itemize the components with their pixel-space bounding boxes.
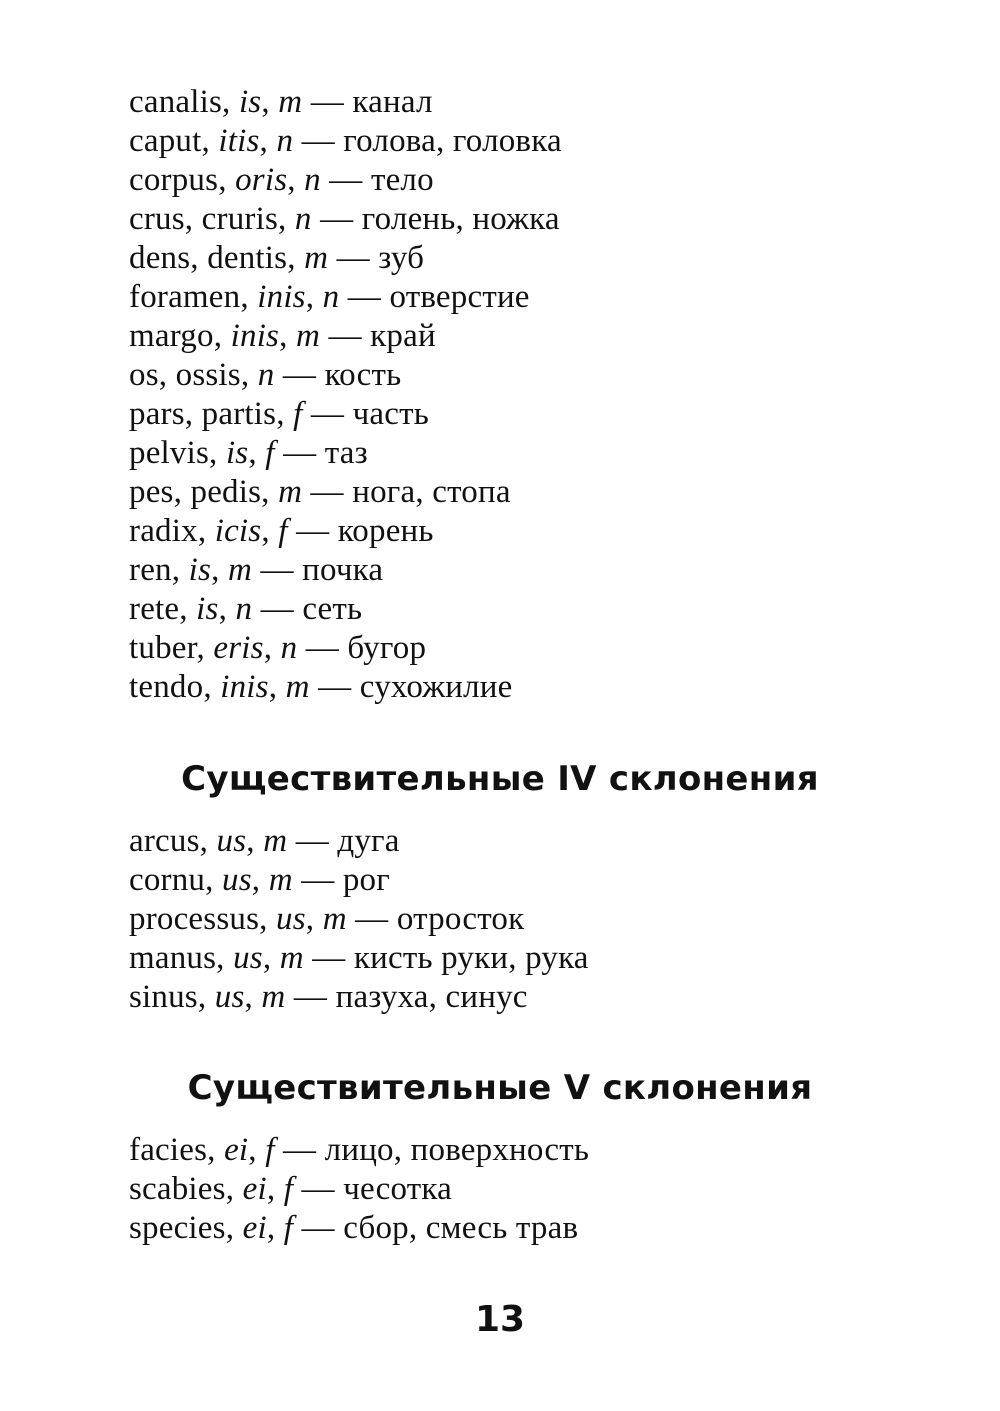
genitive-ending: ei [242,1171,267,1207]
latin-word: ren [129,552,172,588]
russian-translation: край [370,318,436,354]
russian-translation: голень, ножка [361,201,560,237]
genitive-ending: icis [214,513,262,549]
latin-word: os, ossis [129,357,241,393]
russian-translation: сухожилие [359,669,513,705]
vocabulary-entry: sinus, us, m — пазуха, синус [129,979,528,1015]
genitive-ending: us [216,823,247,859]
vocabulary-entry: facies, ei, f — лицо, поверхность [129,1132,590,1168]
genitive-ending: is [225,435,249,471]
vocabulary-list-declension-iii [129,83,562,707]
gender-marker: f [265,435,275,471]
vocabulary-entry: dens, dentis, m — зуб [129,240,425,276]
gender-marker: f [278,513,288,549]
vocabulary-entry: canalis, is, m — канал [129,84,433,120]
genitive-ending: us [233,940,263,976]
russian-translation: канал [352,84,433,120]
gender-marker: m [322,901,347,937]
latin-word: manus [129,940,217,976]
section-heading-declension-iv: Существительные IV склонения [181,759,819,799]
russian-translation: часть [352,396,429,432]
gender-marker: n [276,123,294,159]
vocabulary-entry: pes, pedis, m — нога, стопа [129,474,511,510]
genitive-ending: eris [213,630,264,666]
latin-word: dens, dentis [129,240,288,276]
gender-marker: m [279,940,304,976]
vocabulary-entry: pelvis, is, f — таз [129,435,368,471]
russian-translation: сеть [302,591,363,627]
latin-word: sinus [129,979,198,1015]
gender-marker: f [293,396,303,432]
russian-translation: кисть руки, рука [353,940,589,976]
russian-translation: зуб [378,240,425,276]
latin-word: pelvis [129,435,210,471]
vocabulary-entry: tuber, eris, n — бугор [129,630,427,666]
gender-marker: m [278,84,303,120]
vocabulary-entry: caput, itis, n — голова, головка [129,123,562,159]
latin-word: crus, cruris [129,201,279,237]
gender-marker: n [322,279,340,315]
genitive-ending: oris [235,162,288,198]
genitive-ending: inis [257,279,306,315]
gender-marker: m [296,318,321,354]
latin-word: facies [129,1132,208,1168]
genitive-ending: is [238,84,262,120]
latin-word: pes, pedis [129,474,262,510]
gender-marker: n [294,201,312,237]
gender-marker: m [261,979,286,1015]
genitive-ending: us [222,862,252,898]
genitive-ending: ei [242,1210,267,1246]
vocabulary-entry: os, ossis, n — кость [129,357,402,393]
latin-word: corpus [129,162,219,198]
latin-word: scabies [129,1171,226,1207]
russian-translation: нога, стопа [352,474,511,510]
gender-marker: m [304,240,329,276]
vocabulary-entry: radix, icis, f — корень [129,513,434,549]
latin-word: rete [129,591,180,627]
vocabulary-entry: pars, partis, f — часть [129,396,429,432]
genitive-ending: us [276,901,306,937]
vocabulary-entry: processus, us, m — отросток [129,901,525,937]
russian-translation: сбор, смесь трав [343,1210,579,1246]
vocabulary-list-declension-v [129,1131,589,1248]
gender-marker: n [257,357,275,393]
genitive-ending: inis [220,669,269,705]
gender-marker: n [304,162,321,198]
vocabulary-entry: corpus, oris, n — тело [129,162,434,198]
gender-marker: m [227,552,253,588]
russian-translation: корень [337,513,434,549]
gender-marker: m [263,823,288,859]
genitive-ending: us [214,979,245,1015]
vocabulary-entry: cornu, us, m — рог [129,862,390,898]
vocabulary-list-declension-iv [129,822,589,1017]
vocabulary-entry: manus, us, m — кисть руки, рука [129,940,589,976]
latin-word: tuber [129,630,197,666]
latin-word: margo [129,318,214,354]
russian-translation: почка [302,552,384,588]
latin-word: pars, partis [129,396,277,432]
vocabulary-entry: rete, is, n — сеть [129,591,363,627]
gender-marker: m [285,669,310,705]
genitive-ending: is [196,591,219,627]
gender-marker: f [283,1171,294,1207]
gender-marker: n [235,591,253,627]
genitive-ending: ei [224,1132,249,1168]
vocabulary-entry: foramen, inis, n — отверстие [129,279,530,315]
genitive-ending: itis [218,123,260,159]
latin-word: species [129,1210,226,1246]
gender-marker: m [268,862,293,898]
latin-word: processus [129,901,260,937]
gender-marker: m [278,474,303,510]
latin-word: foramen [129,279,241,315]
genitive-ending: is [188,552,212,588]
latin-word: radix [129,513,198,549]
vocabulary-entry: ren, is, m — почка [129,552,384,588]
vocabulary-entry: arcus, us, m — дуга [129,823,400,859]
genitive-ending: inis [230,318,280,354]
latin-word: cornu [129,862,206,898]
russian-translation: рог [342,862,390,898]
vocabulary-entry: crus, cruris, n — голень, ножка [129,201,560,237]
latin-word: tendo [129,669,204,705]
russian-translation: лицо, поверхность [324,1132,590,1168]
russian-translation: бугор [347,630,427,666]
section-heading-declension-v: Существительные V склонения [187,1068,813,1108]
latin-word: canalis [129,84,223,120]
latin-word: caput [129,123,202,159]
russian-translation: тело [370,162,434,198]
russian-translation: пазуха, синус [335,979,528,1015]
vocabulary-entry: scabies, ei, f — чесотка [129,1171,452,1207]
russian-translation: отросток [396,901,525,937]
vocabulary-entry: species, ei, f — сбор, смесь трав [129,1210,579,1246]
russian-translation: кость [324,357,402,393]
vocabulary-entry: tendo, inis, m — сухожилие [129,669,513,705]
page-number: 13 [474,1299,526,1340]
russian-translation: голова, головка [343,123,562,159]
latin-word: arcus [129,823,200,859]
russian-translation: таз [324,435,368,471]
gender-marker: f [283,1210,294,1246]
gender-marker: n [280,630,298,666]
russian-translation: дуга [337,823,400,859]
vocabulary-entry: margo, inis, m — край [129,318,436,354]
russian-translation: отверстие [389,279,530,315]
gender-marker: f [265,1132,275,1168]
russian-translation: чесотка [343,1171,452,1207]
